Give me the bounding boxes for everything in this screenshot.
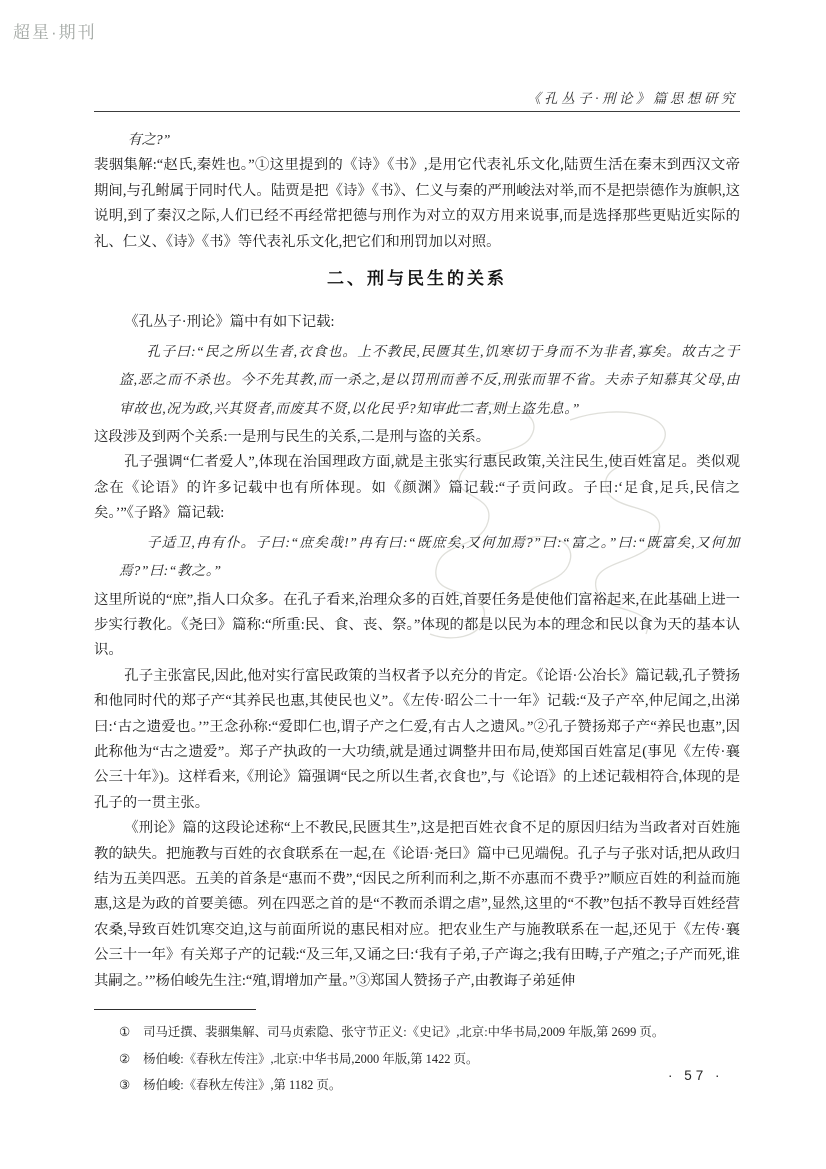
footnote-divider xyxy=(94,1009,256,1010)
footnote-text: 杨伯峻:《春秋左传注》,北京:中华书局,2000 年版,第 1422 页。 xyxy=(143,1051,479,1066)
paragraph-peiyin-jijie: 裴骃集解:“赵氏,秦姓也。”①这里提到的《诗》《书》,是用它代表礼乐文化,陆贾生活在秦末到西汉文帝期间,与孔鲋属于同时代人。陆贾是把《诗》《书》、仁义与秦的严刑峻法对举,而不是把崇德作为旗帜,这说明,到了秦汉之际,人们已经不再经常把德与刑作为对立的双方用来说事,而是选择那些更贴近实际的礼、仁义、《诗》《书》等代表礼乐文化,把它们和刑罚加以对照。 xyxy=(94,157,740,250)
quote-continuation-line: 有之?” xyxy=(127,133,171,148)
article-body xyxy=(94,128,740,994)
running-head-title: 《孔丛子·刑论》篇思想研究 xyxy=(527,91,738,106)
footnote-text: 司马迁撰、裴骃集解、司马贞索隐、张守节正义:《史记》,北京:中华书局,2009 年版,第 2699 页。 xyxy=(143,1025,665,1039)
footnote-marker: ① xyxy=(119,1025,131,1039)
header-rule xyxy=(94,111,740,112)
section-heading: 二、刑与民生的关系 xyxy=(327,269,507,289)
footnote-marker: ③ xyxy=(119,1078,131,1092)
footnote-item xyxy=(94,1072,740,1099)
footnote-marker: ② xyxy=(119,1051,131,1066)
footnote-list xyxy=(94,1019,740,1099)
page-number: · 57 · xyxy=(668,1068,724,1083)
block-quote-zilu: 子适卫,冉有仆。子曰:“庶矣哉!”冉有曰:“既庶矣,又何加焉?”曰:“富之。”曰:“既富矣,又何加焉?”曰:“教之。” xyxy=(119,534,740,579)
footnote-item xyxy=(94,1019,740,1046)
platform-brand-watermark: 超星·期刊 xyxy=(13,23,97,42)
page-body-column xyxy=(94,128,740,1099)
paragraph-two-relations: 这段涉及到两个关系:一是刑与民生的关系,二是刑与盗的关系。 xyxy=(94,429,491,446)
paragraph-renzhe-airen: 孔子强调“仁者爱人”,体现在治国理政方面,就是主张实行惠民政策,关注民生,使百姓富足。类似观念在《论语》的许多记载中也有所体现。如《颜渊》篇记载:“子贡问政。子曰:‘足食,足兵,民信之矣。’”《子路》篇记载: xyxy=(94,454,740,522)
block-quote-kongzi: 孔子曰:“民之所以生者,衣食也。上不教民,民匮其生,饥寒切于身而不为非者,寡矣。故古之于盗,恶之而不杀也。今不先其教,而一杀之,是以罚刑而善不反,刑张而罪不省。夫赤子知慕其父母,由审故也,况为政,兴其贤者,而废其不贤,以化民乎?知审此二者,则上盗先息。” xyxy=(119,343,740,416)
paragraph-fumin: 孔子主张富民,因此,他对实行富民政策的当权者予以充分的肯定。《论语·公冶长》篇记载,孔子赞扬和他同时代的郑子产“其养民也惠,其使民也义”。《左传·昭公二十一年》记载:“及子产卒,仲尼闻之,出涕曰:‘古之遗爱也。’”王念孙称:“爱即仁也,谓子产之仁爱,有古人之遗风。”②孔子赞扬郑子产“养民也惠”,因此称他为“古之遗爱”。郑子产执政的一大功绩,就是通过调整井田布局,使郑国百姓富足(事见《左传·襄公三十年》)。这样看来,《刑论》篇强调“民之所以生者,衣食也”,与《论语》的上述记载相符合,体现的是孔子的一贯主张。 xyxy=(94,667,740,811)
paragraph-bujiaomin: 《刑论》篇的这段论述称“上不教民,民匮其生”,这是把百姓衣食不足的原因归结为当政者对百姓施教的缺失。把施教与百姓的衣食联系在一起,在《论语·尧曰》篇中已见端倪。孔子与子张对话,把从政归结为五美四恶。五美的首条是“惠而不费”,“因民之所利而利之,斯不亦惠而不费乎?”顺应百姓的利益而施惠,这是为政的首要美德。列在四恶之首的是“不教而杀谓之虐”,显然,这里的“不教”包括不教导百姓经营农桑,导致百姓饥寒交迫,这与前面所说的惠民相对应。把农业生产与施教联系在一起,还见于《左传·襄公三十一年》有关郑子产的记载:“及三年,又诵之曰:‘我有子弟,子产诲之;我有田畴,子产殖之;子产而死,谁其嗣之。’”杨伯峻先生注:“殖,谓增加产量。”③郑国人赞扬子产,由教诲子弟延伸 xyxy=(94,820,740,989)
paragraph-shu-population: 这里所说的“庶”,指人口众多。在孔子看来,治理众多的百姓,首要任务是使他们富裕起来,在此基础上进一步实行教化。《尧曰》篇称:“所重:民、食、丧、祭。”体现的都是以民为本的理念和民以食为天的基本认识。 xyxy=(94,591,740,659)
footnote-text: 杨伯峻:《春秋左传注》,第 1182 页。 xyxy=(143,1078,342,1092)
paragraph-quote-intro: 《孔丛子·刑论》篇中有如下记载: xyxy=(124,314,335,331)
footnote-item xyxy=(94,1046,740,1073)
